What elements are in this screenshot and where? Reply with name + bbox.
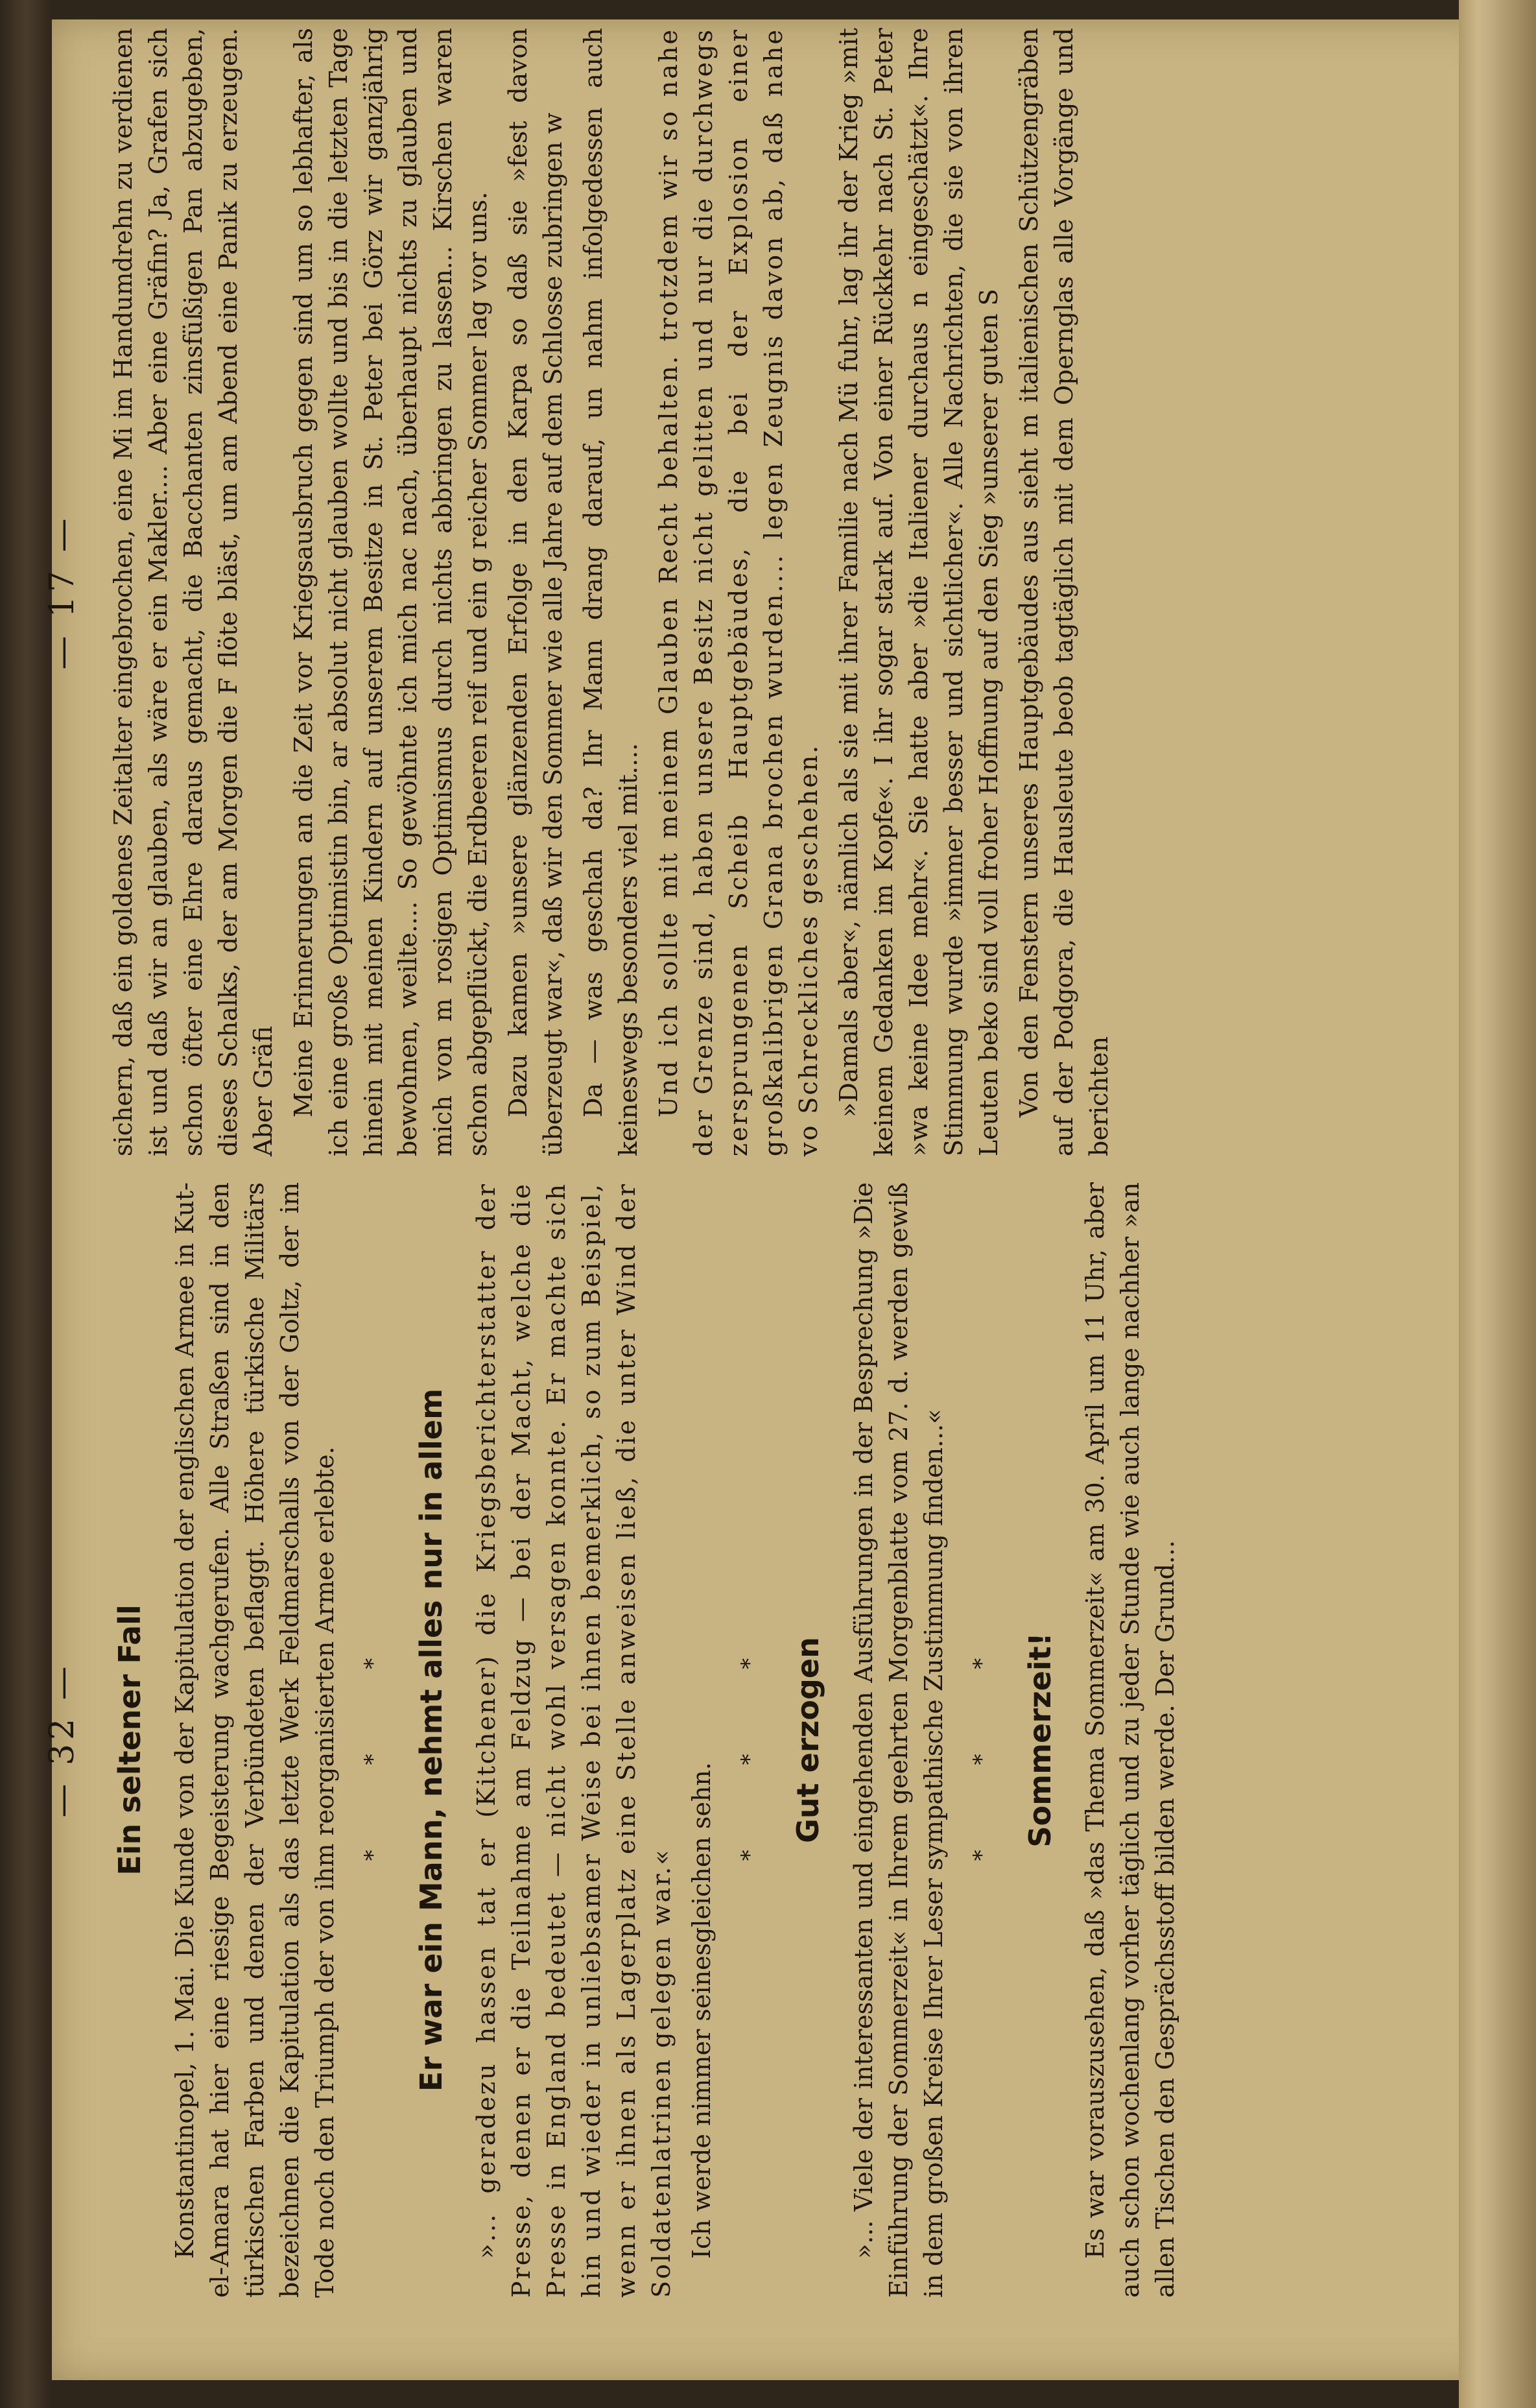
separator-stars: * * *	[737, 1619, 763, 1861]
paragraph: Ich werde nimmer seinesgleichen sehn.	[687, 1762, 716, 2259]
paragraph: Von den Fenstern unseres Hauptgebäudes aus sieht m italienischen Schützengräben auf der Podgora, die Hausleute beob tagtäglich mit dem Opernglas alle Vorgänge und berichten	[1014, 28, 1113, 1156]
paragraph: »... geradezu hassen tat er (Kitchener) die Kriegsberichterstatter der Presse, denen er die Teilnahme am Feldzug — bei der Macht, welche die Presse in England bedeutet — nicht wohl versagen konnte. Er machte sich hin und wieder in unliebsamer Weise bei ihnen bemerklich, so zum Beispiel, wenn er ihnen als Lagerplatz eine Stelle anweisen ließ, die unter Wind der Soldatenlatrinen gelegen war.«	[472, 1182, 676, 2298]
separator-stars: * * *	[968, 1619, 995, 1861]
left-page	[43, 1182, 1472, 2298]
section-title: Sommerzeit!	[1022, 1632, 1057, 1848]
paragraph: sichern, daß ein goldenes Zeitalter eingebrochen, eine Mi im Handumdrehn zu verdienen ist und daß wir an glauben, als wäre er ein Makler.... Aber eine Gräfin? Ja, Grafen sich schon öfter eine Ehre daraus gemacht, die Bacchanten zinsfüßigen Pan abzugeben, dieses Schalks, der am Morgen die F flöte bläst, um am Abend eine Panik zu erzeugen. Aber Gräfi	[108, 28, 278, 1156]
paragraph: Es war vorauszusehen, daß »das Thema Sommerzeit« am 30. April um 11 Uhr, aber auch schon wochenlang vorher täglich und zu jeder Stunde wie auch lange nachher »an allen Tischen den Gesprächsstoff bilden werde. Der Grund...	[1081, 1182, 1180, 2298]
paragraph: Konstantinopel, 1. Mai. Die Kunde von der Kapitulation der englischen Armee in Kut-el-Amara hat hier eine riesige Begeisterung wachgerufen. Alle Straßen sind in den türkischen Farben und denen der Verbündeten beflaggt. Höhere türkische Militärs bezeichnen die Kapitulation als das letzte Werk Feldmarschalls von der Goltz, der im Tode noch den Triumph der von ihm reorganisierten Armee erlebte.	[171, 1182, 339, 2298]
separator-stars: * * *	[359, 1619, 386, 1861]
right-page	[43, 28, 1472, 1156]
paragraph: Dazu kamen »unsere glänzenden Erfolge in den Karpa so daß sie »fest davon überzeugt war«, daß wir den Sommer wie alle Jahre auf dem Schlosse zubringen w	[504, 28, 568, 1156]
page-number: — 32 —	[43, 1662, 82, 1818]
section-title: Er war ein Mann, nehmt alles nur in allem	[414, 1388, 449, 2092]
paragraph: Da — was geschah da? Ihr Mann drang darauf, un nahm infolgedessen auch keineswegs besonders viel mit....	[579, 28, 643, 1156]
paragraph: Meine Erinnerungen an die Zeit vor Kriegsausbruch gegen sind um so lebhafter, als ich eine große Optimistin bin, ar absolut nicht glauben wollte und bis in die letzten Tage hinein mit meinen Kindern auf unserem Besitze in St. Peter bei Görz wir ganzjährig bewohnen, weilte.... So gewöhnte ich mich nac nach, überhaupt nichts zu glauben und mich von m rosigen Optimismus durch nichts abbringen zu lassen... Kirschen waren schon abgepflückt, die Erdbeeren reif und ein g reicher Sommer lag vor uns.	[289, 28, 493, 1156]
section-title: Gut erzogen	[790, 1637, 826, 1843]
paragraph: Und ich sollte mit meinem Glauben Recht behalten. trotzdem wir so nahe der Grenze sind, haben unsere Besitz nicht gelitten und nur die durchwegs zersprungenen Scheib Hauptgebäudes, die bei der Explosion einer großkalibrigen Grana brochen wurden.... legen Zeugnis davon ab, daß nahe vo Schreckliches geschehen.	[654, 28, 823, 1156]
paragraph: »... Viele der interessanten und eingehenden Ausführungen in der Besprechung »Die Einführung der Sommerzeit« in Ihrem geehrten Morgenblatte vom 27. d. werden gewiß in dem großen Kreise Ihrer Leser sympathische Zustimmung finden...«	[849, 1182, 948, 2298]
paragraph: »Damals aber«, nämlich als sie mit ihrer Familie nach Mü fuhr, lag ihr der Krieg »mit keinem Gedanken im Kopfe«. I ihr sogar stark auf. Von einer Rückkehr nach St. Peter »wa keine Idee mehr«. Sie hatte aber »die Italiener durchaus n eingeschätzt«. Ihre Stimmung wurde »immer besser und sichtlicher«. Alle Nachrichten, die sie von ihren Leuten beko sind voll froher Hoffnung auf den Sieg »unserer guten S	[834, 28, 1003, 1156]
section-title: Ein seltener Fall	[112, 1604, 147, 1876]
page-number: — 17 —	[43, 514, 82, 670]
